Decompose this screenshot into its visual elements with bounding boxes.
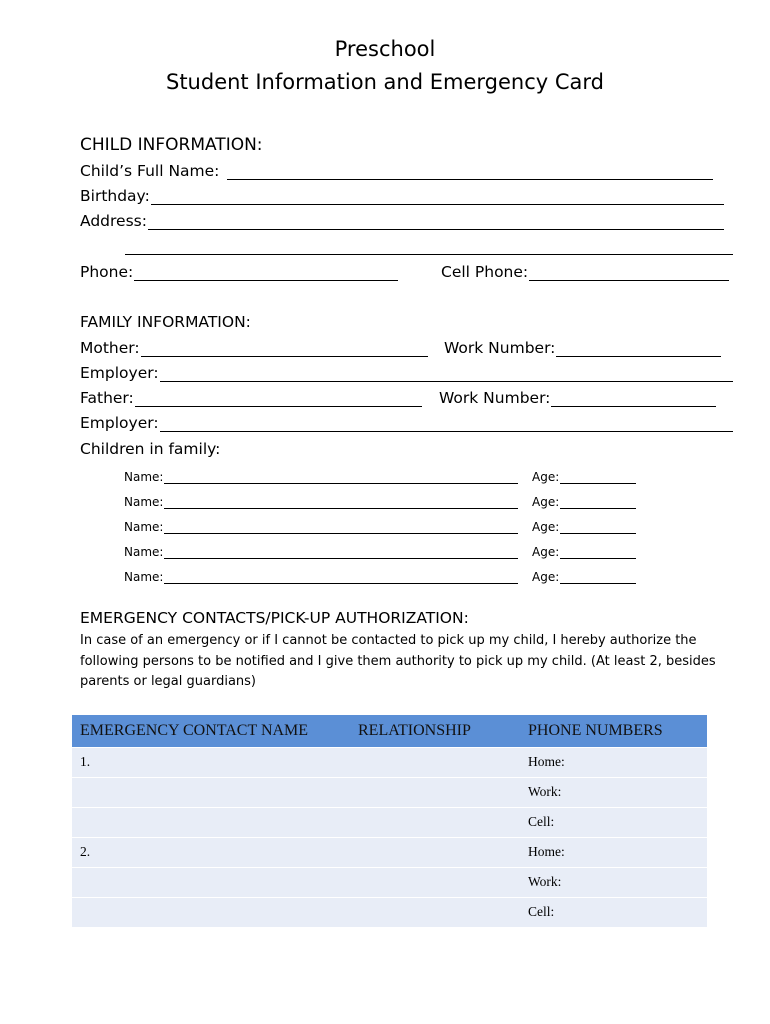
child-4-name-row	[124, 545, 518, 559]
address-line2-row	[124, 240, 733, 255]
mother-field[interactable]	[141, 342, 428, 357]
child-3-name-field[interactable]	[164, 522, 518, 534]
address-label: Address:	[80, 212, 147, 230]
child-1-age-field[interactable]	[560, 472, 636, 484]
table-row	[72, 867, 707, 897]
child-3-age-label: Age:	[532, 520, 560, 534]
child-1-name-row	[124, 470, 518, 484]
relationship-cell[interactable]	[350, 747, 520, 777]
birthday-label: Birthday:	[80, 187, 150, 205]
family-info-heading: FAMILY INFORMATION:	[80, 313, 251, 331]
mother-employer-row	[80, 364, 733, 382]
child-2-name-row	[124, 495, 518, 509]
table-row	[72, 777, 707, 807]
mother-employer-label: Employer:	[80, 364, 159, 382]
contact-name-cell[interactable]	[72, 867, 350, 897]
child-5-name-label: Name:	[124, 570, 164, 584]
child-4-name-label: Name:	[124, 545, 164, 559]
child-3-name-label: Name:	[124, 520, 164, 534]
child-4-name-field[interactable]	[164, 547, 518, 559]
child-5-age-field[interactable]	[560, 572, 636, 584]
address-field[interactable]	[148, 215, 724, 230]
relationship-cell[interactable]	[350, 897, 520, 927]
form-subtitle: Student Information and Emergency Card	[165, 70, 604, 94]
child-2-name-label: Name:	[124, 495, 164, 509]
table-row	[72, 807, 707, 837]
cell-phone-label: Cell Phone:	[441, 263, 529, 281]
child-2-age-label: Age:	[532, 495, 560, 509]
child-4-age-label: Age:	[532, 545, 560, 559]
address-line2-field[interactable]	[125, 240, 733, 255]
child-name-label: Child’s Full Name:	[80, 162, 220, 180]
phone-cell[interactable]: Cell:	[520, 807, 707, 837]
father-work-row	[439, 389, 716, 407]
child-info-heading: CHILD INFORMATION:	[80, 135, 263, 155]
child-name-field[interactable]	[227, 165, 713, 180]
contact-name-cell[interactable]: 1.	[72, 747, 350, 777]
header-phone-numbers: PHONE NUMBERS	[520, 715, 707, 747]
emergency-paragraph: In case of an emergency or if I cannot be contacted to pick up my child, I hereby authorize the following persons to be notified and I give them authority to pick up my child. (At least 2, besides parents or legal guardians)	[80, 633, 716, 689]
birthday-field[interactable]	[151, 190, 724, 205]
child-1-name-field[interactable]	[164, 472, 518, 484]
header-relationship: RELATIONSHIP	[350, 715, 520, 747]
mother-employer-field[interactable]	[160, 367, 733, 382]
mother-work-label: Work Number:	[444, 339, 556, 357]
cell-phone-field[interactable]	[529, 266, 729, 281]
father-work-field[interactable]	[551, 392, 716, 407]
child-3-age-row	[532, 520, 636, 534]
child-3-name-row	[124, 520, 518, 534]
father-employer-label: Employer:	[80, 414, 159, 432]
birthday-row	[80, 187, 724, 205]
child-1-age-label: Age:	[532, 470, 560, 484]
table-row	[72, 897, 707, 927]
header-contact-name: EMERGENCY CONTACT NAME	[72, 715, 350, 747]
phone-cell[interactable]: Work:	[520, 867, 707, 897]
child-1-age-row	[532, 470, 636, 484]
phone-cell[interactable]: Home:	[520, 837, 707, 867]
mother-row	[80, 339, 428, 357]
phone-cell[interactable]: Home:	[520, 747, 707, 777]
phone-field[interactable]	[134, 266, 398, 281]
form-title: Preschool	[334, 37, 436, 61]
child-5-name-field[interactable]	[164, 572, 518, 584]
child-5-age-label: Age:	[532, 570, 560, 584]
contact-name-cell[interactable]	[72, 897, 350, 927]
address-row	[80, 212, 724, 230]
table-header-row	[72, 715, 707, 747]
child-3-age-field[interactable]	[560, 522, 636, 534]
child-2-name-field[interactable]	[164, 497, 518, 509]
phone-row	[80, 263, 398, 281]
cell-phone-row	[441, 263, 729, 281]
child-4-age-field[interactable]	[560, 547, 636, 559]
relationship-cell[interactable]	[350, 837, 520, 867]
contact-name-cell[interactable]: 2.	[72, 837, 350, 867]
phone-cell[interactable]: Work:	[520, 777, 707, 807]
phone-cell[interactable]: Cell:	[520, 897, 707, 927]
children-in-family-label: Children in family:	[80, 440, 221, 458]
emergency-contacts-table	[72, 715, 707, 927]
mother-work-field[interactable]	[556, 342, 721, 357]
relationship-cell[interactable]	[350, 777, 520, 807]
emergency-heading: EMERGENCY CONTACTS/PICK-UP AUTHORIZATION:	[80, 609, 469, 627]
mother-work-row	[444, 339, 721, 357]
contact-name-cell[interactable]	[72, 777, 350, 807]
father-work-label: Work Number:	[439, 389, 551, 407]
mother-label: Mother:	[80, 339, 140, 357]
father-employer-field[interactable]	[160, 417, 733, 432]
child-5-name-row	[124, 570, 518, 584]
contact-name-cell[interactable]	[72, 807, 350, 837]
table-row	[72, 747, 707, 777]
relationship-cell[interactable]	[350, 867, 520, 897]
father-employer-row	[80, 414, 733, 432]
child-2-age-field[interactable]	[560, 497, 636, 509]
child-name-row	[80, 162, 713, 180]
father-field[interactable]	[135, 392, 422, 407]
relationship-cell[interactable]	[350, 807, 520, 837]
father-label: Father:	[80, 389, 134, 407]
phone-label: Phone:	[80, 263, 134, 281]
child-5-age-row	[532, 570, 636, 584]
child-4-age-row	[532, 545, 636, 559]
child-2-age-row	[532, 495, 636, 509]
table-row	[72, 837, 707, 867]
father-row	[80, 389, 422, 407]
child-1-name-label: Name:	[124, 470, 164, 484]
